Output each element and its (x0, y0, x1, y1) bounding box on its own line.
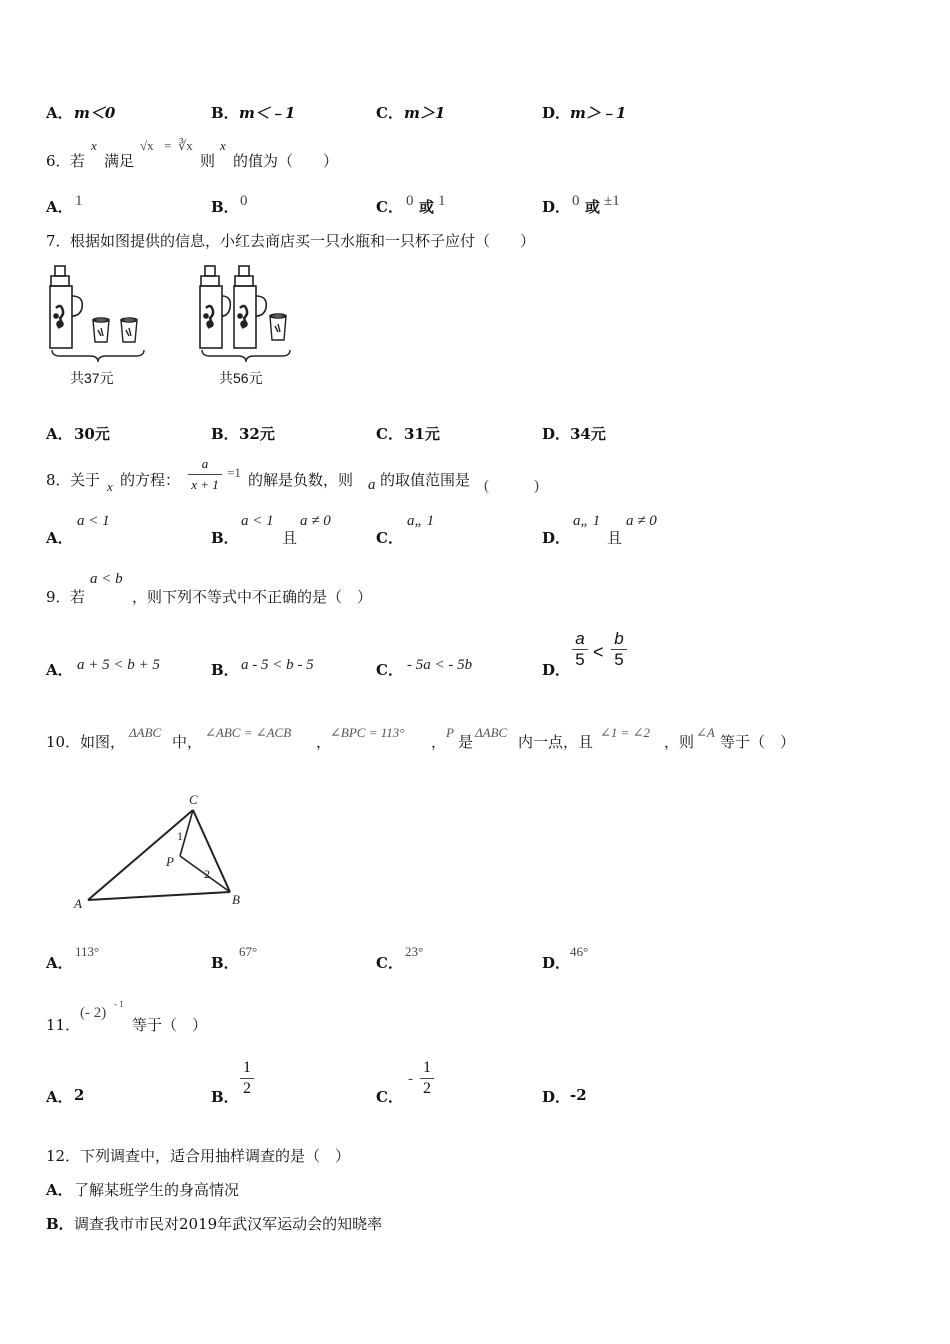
q7-option-a-letter: A． (46, 425, 73, 443)
q10-stem-part1: 如图， (80, 733, 126, 751)
q9-option-c-text: - 5a < - 5b (407, 657, 473, 673)
q9-stem-part2: ，则下列不等式中不正确的是（ ） (132, 588, 373, 606)
q10-side-bc (193, 810, 230, 892)
q10-label-p: P (166, 854, 174, 869)
q10-label-1: 1 (177, 829, 183, 843)
q5-option-d-text: m＞﹣1 (570, 104, 627, 122)
q8-x-var: x (107, 479, 113, 494)
q11-option-c-fraction (420, 1059, 434, 1098)
q6-stem-part2: 满足 (104, 152, 135, 170)
q11-option-b-num: 1 (243, 1059, 251, 1076)
q7-caption-2: 共56元 (219, 370, 263, 386)
q10-option-b-letter: B． (211, 954, 239, 972)
q8-paren: ( ) (484, 478, 539, 494)
q8-stem-part2: 的方程： (120, 471, 181, 489)
q8-fraction (188, 455, 222, 494)
q8-eq: =1 (227, 465, 241, 480)
q12-option-a-letter: A． (46, 1181, 73, 1199)
q8-option-d-math2: a ≠ 0 (626, 513, 657, 529)
q9-option-a-letter: A． (46, 661, 73, 679)
q7-option-b-letter: B． (211, 425, 239, 443)
q10-math-6: ∠1 = ∠2 (600, 725, 651, 740)
q6-option-d-pre: 0 (572, 193, 580, 209)
q12-option-b-text: 调查我市市民对2019年武汉军运动会的知晓率 (74, 1215, 383, 1233)
q10-stem-part4: ， (431, 733, 447, 751)
q5-option-c-letter: C． (376, 104, 403, 122)
q12-stem: 下列调查中，适合用抽样调查的是（ ） (80, 1147, 351, 1165)
q6-x-var-2: x (220, 138, 226, 153)
q10-option-c-letter: C． (376, 954, 403, 972)
q5-option-a-text: m＜0 (74, 104, 116, 122)
q11-option-d-letter: D． (542, 1088, 571, 1106)
q6-option-b-letter: B． (211, 198, 239, 216)
q7-number: 7． (46, 232, 71, 250)
q10-math-2: ∠ABC = ∠ACB (205, 725, 292, 740)
q12-option-a-text: 了解某班学生的身高情况 (74, 1181, 240, 1199)
q8-option-c-math: a„ 1 (407, 513, 435, 529)
q11-option-b-fraction (240, 1059, 254, 1098)
q10-stem-part7: ，则 (664, 733, 695, 751)
q8-stem-part3: 的解是负数，则 (248, 471, 354, 489)
q10-math-1: ΔABC (129, 725, 162, 740)
q5-option-a-letter: A． (46, 104, 73, 122)
q10-stem-part8: 等于（ ） (720, 733, 796, 751)
q10-math-3: ∠BPC = 113° (330, 725, 405, 740)
q8-frac-num: a (201, 456, 209, 471)
q7-brace-2 (202, 350, 290, 362)
q8-a-var: a (368, 477, 376, 493)
q9-option-b-text: a - 5 < b - 5 (241, 657, 314, 673)
q8-option-d-extra: 且 (607, 529, 623, 547)
q9-option-d-frac-2 (611, 630, 627, 669)
q9-option-d-letter: D． (542, 661, 571, 679)
q12-number: 12． (46, 1147, 81, 1165)
q11-option-a-text: 2 (74, 1086, 85, 1104)
q7-option-c-letter: C． (376, 425, 403, 443)
q10-math-7: ∠A (696, 725, 715, 740)
q7-bottle-3 (234, 266, 266, 348)
q9-option-d-frac-1 (572, 630, 588, 669)
q10-option-a-letter: A． (46, 954, 73, 972)
q9-stem-part1: 若 (70, 588, 86, 606)
q11-option-b-den: 2 (243, 1080, 251, 1097)
q11-option-b-letter: B． (211, 1088, 239, 1106)
q6-option-a-text: 1 (75, 193, 83, 209)
q6-option-d-mid: 或 (585, 198, 601, 216)
q8-number: 8． (46, 471, 71, 489)
q10-stem-part2: 中， (172, 733, 203, 751)
q11-option-c-den: 2 (423, 1080, 431, 1097)
q6-stem-part3: 则 (200, 152, 216, 170)
q6-option-d-letter: D． (542, 198, 571, 216)
q10-side-ac (88, 810, 193, 900)
q9-option-b-letter: B． (211, 661, 239, 679)
q7-bottle-2 (200, 266, 230, 348)
q10-math-5: ΔABC (475, 725, 508, 740)
q8-option-b-math2: a ≠ 0 (300, 513, 331, 529)
q12-option-b-letter: B． (46, 1215, 74, 1233)
q7-cup-3 (270, 314, 286, 340)
q8-stem-part4: 的取值范围是 (380, 471, 471, 489)
q7-option-b-text: 32元 (239, 425, 275, 443)
q6-option-a-letter: A． (46, 198, 73, 216)
q6-equals: = (164, 138, 172, 153)
q10-label-c: C (189, 792, 198, 807)
q9-number: 9． (46, 588, 71, 606)
q10-side-ab (88, 892, 230, 900)
q7-option-a-text: 30元 (74, 425, 110, 443)
q9-option-d-frac1-num: a (575, 629, 585, 648)
q8-option-a-math: a < 1 (77, 513, 110, 529)
q7-option-d-letter: D． (542, 425, 571, 443)
q9-condition: a < b (90, 571, 123, 587)
q7-cup-2 (121, 318, 137, 342)
q6-x-var: x (91, 138, 97, 153)
q11-exponent: - 1 (114, 999, 124, 1009)
q6-stem-part4: 的值为（ ） (233, 152, 339, 170)
q10-stem-part6: 内一点，且 (518, 733, 594, 751)
q9-option-c-letter: C． (376, 661, 403, 679)
q10-stem-part5: 是 (458, 733, 474, 751)
q8-option-d-letter: D． (542, 529, 571, 547)
q9-option-a-text: a + 5 < b + 5 (77, 657, 160, 673)
q11-base: (- 2) (80, 1005, 107, 1021)
q8-option-a-letter: A． (46, 529, 73, 547)
q11-option-c-sign: - (408, 1071, 413, 1087)
q11-option-a-letter: A． (46, 1088, 73, 1106)
q5-option-b-letter: B． (211, 104, 239, 122)
q10-option-b-text: 67° (239, 944, 258, 959)
q5-option-d-letter: D． (542, 104, 571, 122)
q6-option-d-post: ±1 (604, 193, 620, 209)
q10-label-a: A (74, 896, 82, 911)
q6-option-c-letter: C． (376, 198, 403, 216)
q9-option-d-frac2-den: 5 (614, 650, 624, 669)
q7-caption-1: 共37元 (70, 370, 114, 386)
q6-option-b-text: 0 (240, 193, 248, 209)
q10-number: 10． (46, 733, 81, 751)
q11-stem: 等于（ ） (132, 1016, 208, 1034)
q8-stem-part1: 关于 (70, 471, 101, 489)
q8-option-c-letter: C． (376, 529, 403, 547)
q6-sqrt: √x (140, 138, 154, 153)
q5-option-b-text: m＜﹣1 (239, 104, 296, 122)
q10-option-d-text: 46° (570, 944, 589, 959)
q8-option-b-math: a < 1 (241, 513, 274, 529)
q11-option-d-text: -2 (570, 1086, 587, 1104)
q7-bottle-1 (50, 266, 82, 348)
q7-option-d-text: 34元 (570, 425, 606, 443)
q10-option-c-text: 23° (405, 944, 424, 959)
q10-triangle-figure (66, 786, 256, 916)
q6-option-c-post: 1 (438, 193, 446, 209)
q10-math-4: P (446, 725, 454, 740)
q8-option-d-math: a„ 1 (573, 513, 601, 529)
q8-frac-den: x + 1 (191, 477, 219, 492)
q11-number: 11． (46, 1016, 81, 1034)
q10-option-a-text: 113° (75, 944, 100, 959)
q11-option-c-num: 1 (423, 1059, 431, 1076)
q6-cube-root: ∛x (178, 138, 193, 153)
q6-option-c-mid: 或 (419, 198, 435, 216)
q9-option-d-lt: < (593, 642, 604, 662)
q10-label-2: 2 (204, 867, 210, 881)
q7-option-c-text: 31元 (404, 425, 440, 443)
q10-option-d-letter: D． (542, 954, 571, 972)
q7-stem: 根据如图提供的信息，小红去商店买一只水瓶和一只杯子应付（ ） (70, 232, 536, 250)
q7-cup-1 (93, 318, 109, 342)
q6-number: 6． (46, 152, 71, 170)
q8-option-b-extra: 且 (282, 529, 298, 547)
q6-stem-part1: 若 (70, 152, 86, 170)
q8-option-b-letter: B． (211, 529, 239, 547)
q7-brace-1 (52, 350, 144, 362)
q10-stem-part3: ， (316, 733, 332, 751)
q9-option-d-frac2-num: b (614, 629, 624, 648)
q5-option-c-text: m＞1 (404, 104, 446, 122)
q11-option-c-letter: C． (376, 1088, 403, 1106)
q9-option-d-frac1-den: 5 (575, 650, 585, 669)
q10-label-b: B (232, 892, 240, 907)
q6-option-c-pre: 0 (406, 193, 414, 209)
